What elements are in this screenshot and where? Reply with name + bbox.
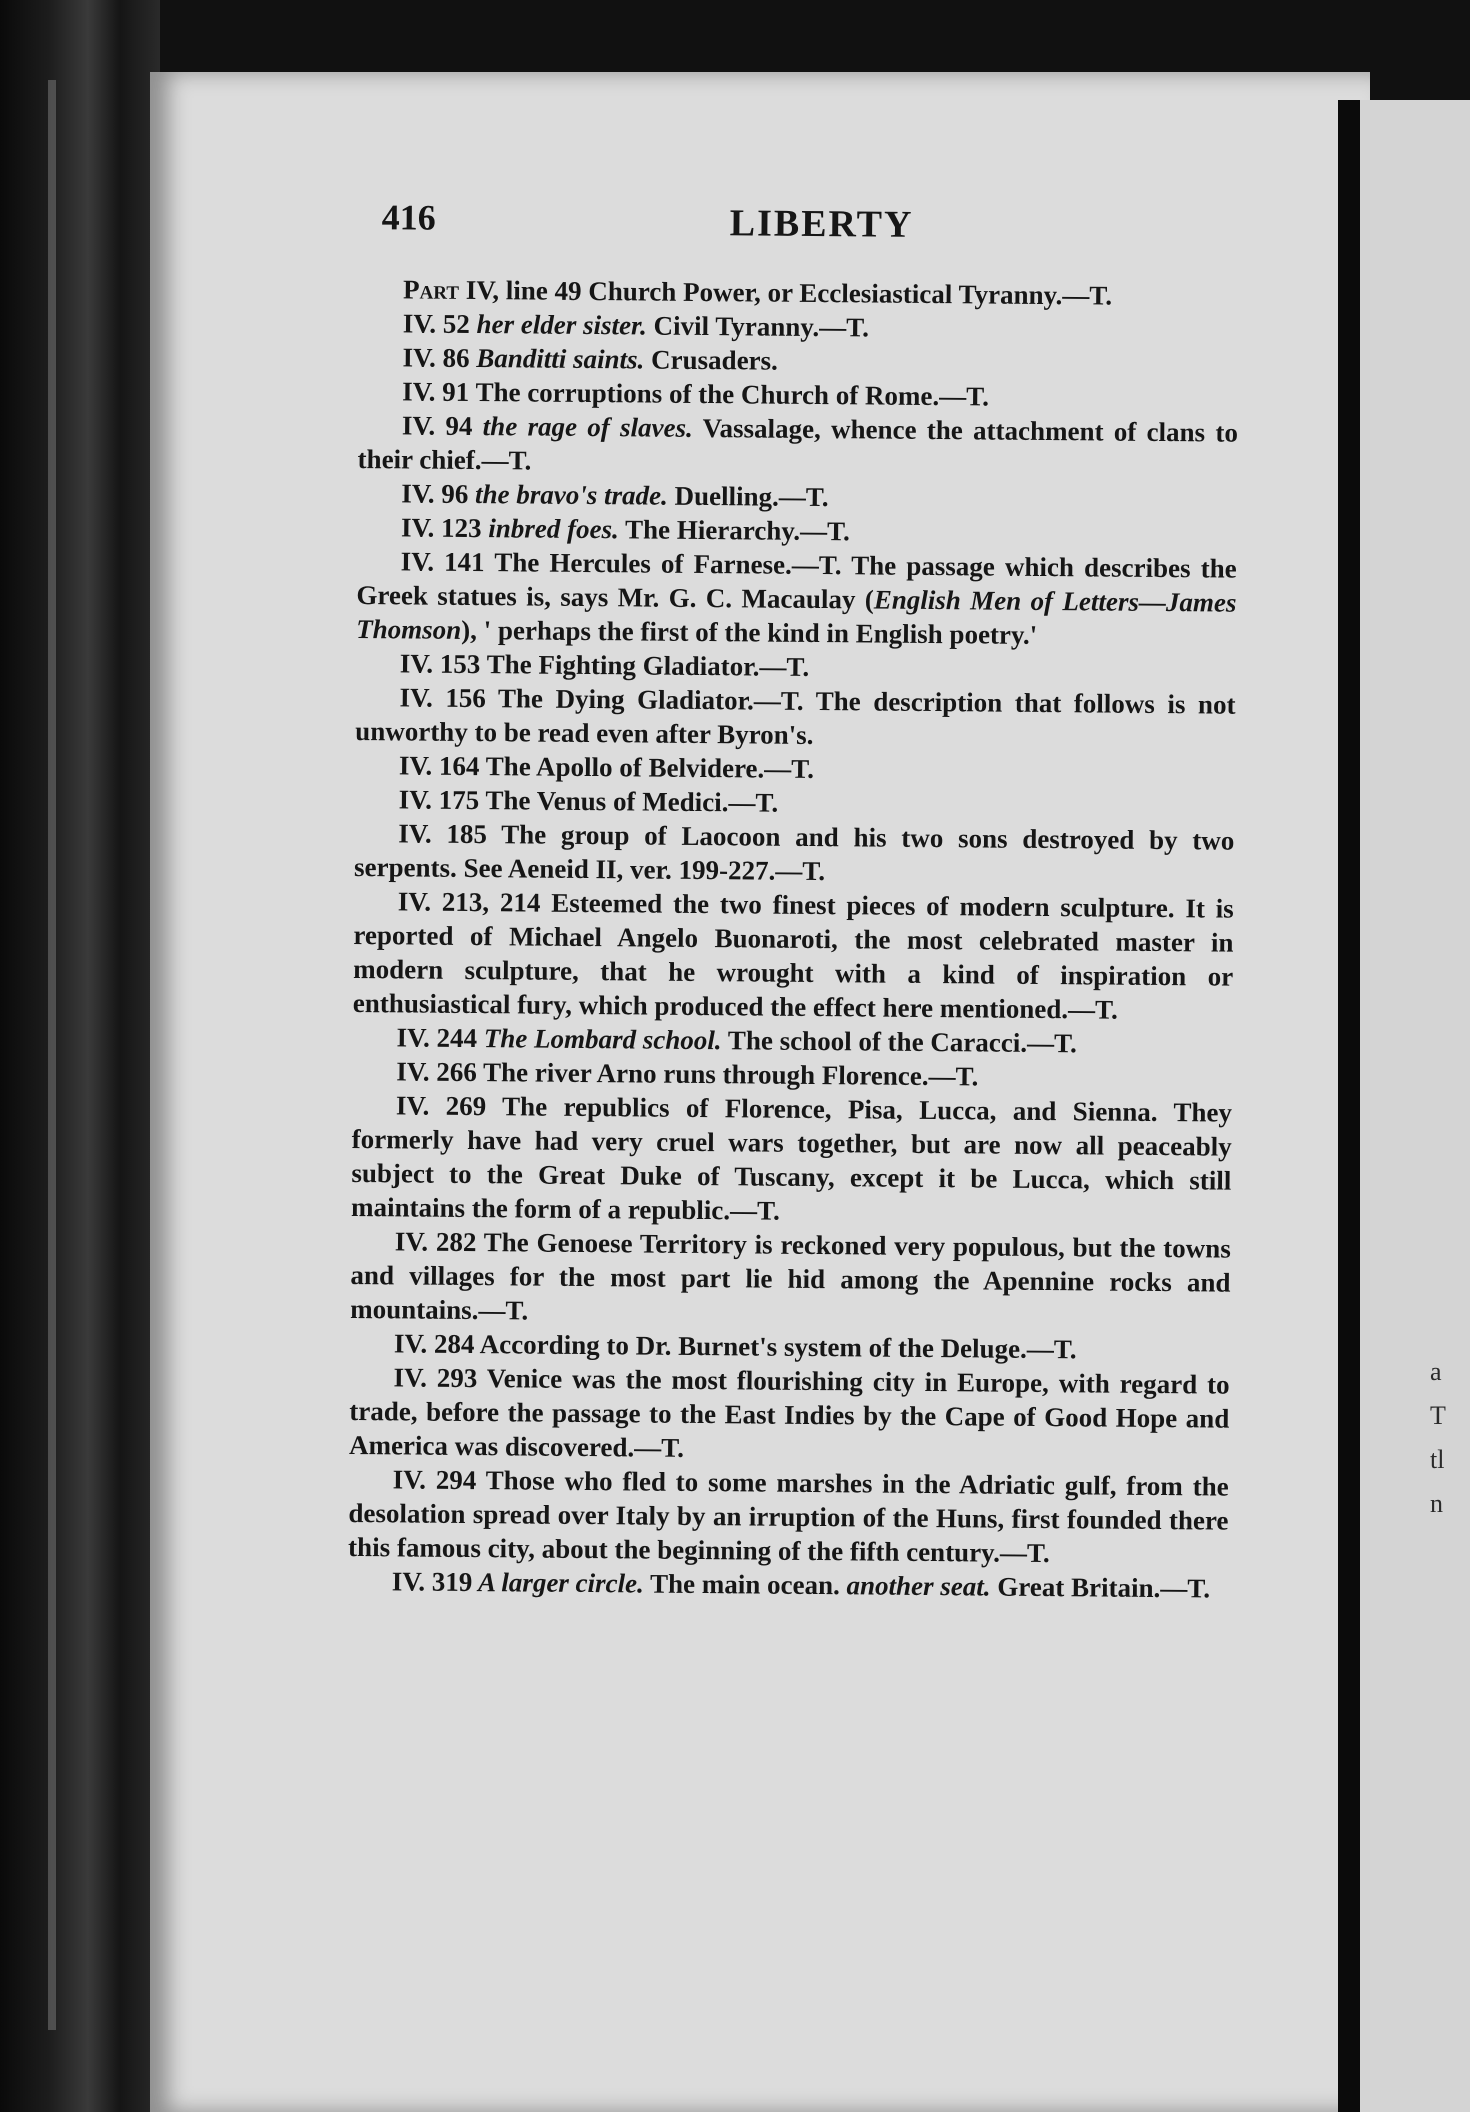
note-reference: IV. 123: [400, 512, 482, 544]
note-text: Crusaders.: [644, 344, 778, 376]
note-text: The Genoese Territory is reckoned very populous, but the towns and villages for the most part lie hid among the Apennine rocks and mountains.—T.: [350, 1227, 1231, 1326]
note-text: The Hierarchy.—T.: [618, 514, 850, 547]
facing-page-edge: [1338, 100, 1470, 2112]
note-reference: IV. 284: [393, 1328, 475, 1360]
note-quote: the bravo's trade.: [468, 478, 668, 511]
note-reference: IV. 96: [401, 478, 469, 509]
note-reference: IV. 86: [402, 342, 470, 373]
note-reference: IV. 269: [395, 1090, 487, 1122]
note-quote: the rage of slaves.: [472, 410, 693, 443]
note-quote: inbred foes.: [481, 513, 619, 545]
note-reference: IV. 294: [392, 1464, 477, 1496]
note-entry: [351, 1088, 1232, 1232]
note-reference: IV. 266: [396, 1056, 477, 1088]
note-entry: [348, 1462, 1229, 1572]
note-reference: IV, line 49: [458, 274, 582, 306]
note-reference: IV. 164: [398, 750, 480, 782]
note-reference: IV. 52: [402, 308, 470, 339]
note-text: The Venus of Medici.—T.: [479, 785, 779, 818]
note-text: Church Power, or Ecclesiastical Tyranny.—T.: [581, 275, 1113, 311]
note-text: ), ' perhaps the first of the kind in English poetry.': [461, 614, 1038, 650]
note-text: The river Arno runs through Florence.—T.: [476, 1057, 979, 1092]
note-text: The group of Laocoon and his two sons destroyed by two serpents. See Aeneid II, ver. 199-227.—T.: [353, 819, 1235, 887]
fragment-text: n: [1430, 1489, 1443, 1518]
binding-stripe: [48, 80, 56, 2030]
note-reference: IV. 282: [394, 1226, 477, 1258]
note-text: Great Britain.—T.: [990, 1571, 1211, 1604]
note-text: The corruptions of the Church of Rome.—T.: [469, 376, 990, 412]
note-quote: The Lombard school.: [476, 1023, 722, 1056]
note-quote: A larger circle.: [472, 1567, 644, 1599]
notes-list: [348, 272, 1240, 1606]
note-text: The main ocean.: [643, 1568, 847, 1601]
note-entry: [349, 1360, 1230, 1470]
note-text: Those who fled to some marshes in the Adriatic gulf, from the desolation spread over Italy by an irruption of the Huns, first founded there this famous city, about the beginning of the fifth century.—T.: [348, 1465, 1229, 1569]
page-content: [348, 188, 1240, 1606]
note-text: Duelling.—T.: [667, 480, 829, 513]
note-quote: Banditti saints.: [469, 342, 645, 375]
note-text: The Fighting Gladiator.—T.: [480, 649, 810, 682]
note-entry: [354, 816, 1235, 892]
note-reference: IV. 156: [399, 682, 487, 714]
fragment-text: a: [1430, 1357, 1442, 1386]
facing-page-fragments: [1430, 1350, 1470, 1526]
note-reference: IV. 153: [399, 648, 481, 680]
fragment-text: tl: [1430, 1445, 1445, 1474]
note-reference: IV. 244: [396, 1022, 478, 1054]
note-text: The republics of Florence, Pisa, Lucca, and Sienna. They formerly have had very cruel wars together, but are now all peaceably subject to the Great Duke of Tuscany, except it be Lucca, which still maintains the form of a republic.—T.: [350, 1091, 1233, 1226]
note-reference: IV. 91: [402, 376, 470, 407]
running-title: LIBERTY: [729, 202, 914, 246]
note-reference: IV. 175: [398, 784, 480, 816]
note-reference: IV. 293: [393, 1362, 478, 1394]
note-text: Civil Tyranny.—T.: [646, 310, 870, 343]
note-reference: IV. 213, 214: [397, 886, 541, 918]
note-entry: [350, 1224, 1231, 1334]
note-quote: her elder sister.: [469, 308, 647, 341]
note-entry: [357, 408, 1238, 484]
note-entry: [356, 544, 1237, 654]
note-quote: English Men of Letters—James Thomson: [356, 584, 1237, 645]
note-text: The school of the Caracci.—T.: [721, 1025, 1077, 1059]
note-reference: IV. 141: [400, 546, 485, 578]
note-reference: IV. 319: [391, 1566, 473, 1598]
note-text: The Hercules of Farnese.—T. The passage which describes the Greek statues is, says Mr. G. C. Macaulay (: [356, 547, 1237, 615]
fragment-text: T: [1430, 1401, 1446, 1430]
note-entry: [355, 680, 1236, 756]
note-text: Vassalage, whence the attachment of clans to their chief.—T.: [357, 412, 1239, 476]
page-number: 416: [381, 197, 436, 238]
note-text: The Dying Gladiator.—T. The description that follows is not unworthy to be read even after Byron's.: [355, 683, 1236, 750]
note-ref-prefix: Part: [402, 274, 460, 305]
note-reference: IV. 94: [401, 410, 473, 441]
note-text: According to Dr. Burnet's system of the Deluge.—T.: [474, 1329, 1077, 1365]
note-text: Esteemed the two finest pieces of modern sculpture. It is reported of Michael Angelo Buonaroti, the most celebrated master in modern sculpture, that he wrought with a kind of inspiration or enthusiastical fury, which produced the effect here mentioned.—T.: [352, 887, 1234, 1025]
note-entry: [353, 884, 1234, 1028]
book-binding: [0, 0, 160, 2112]
note-text: Venice was the most flourishing city in Europe, with regard to trade, before the passage to the East Indies by the Cape of Good Hope and America was discovered.—T.: [348, 1363, 1230, 1463]
note-quote: another seat.: [846, 1570, 991, 1602]
note-reference: IV. 185: [398, 818, 488, 850]
note-text: The Apollo of Belvidere.—T.: [479, 751, 815, 784]
page-header: [359, 188, 1240, 266]
